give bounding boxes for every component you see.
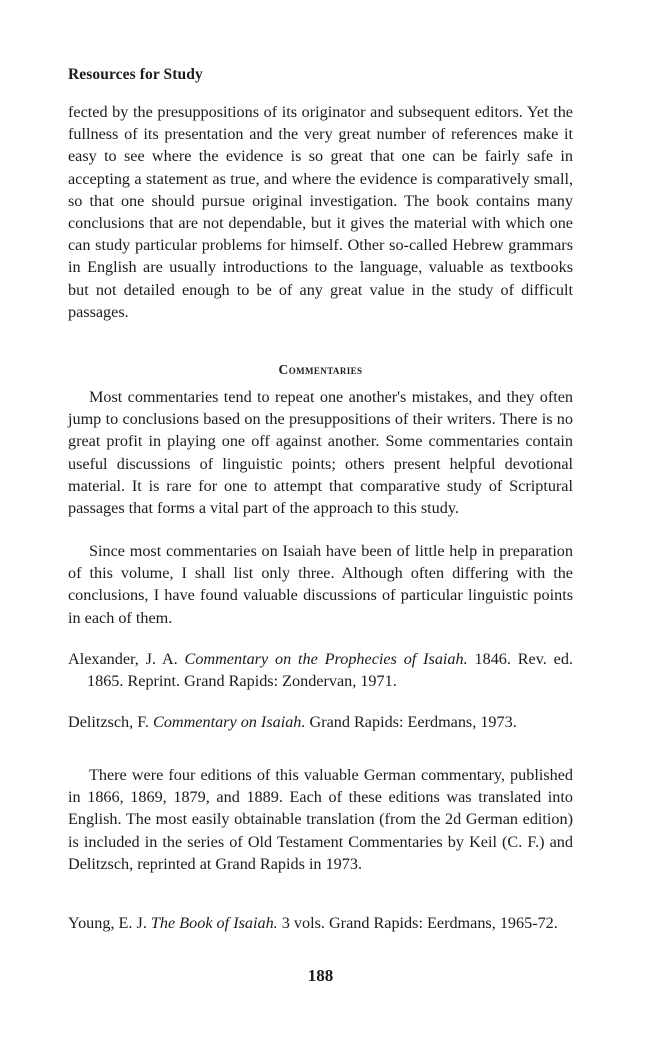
- entry-title: Commentary on the Prophecies of Isaiah.: [184, 650, 468, 668]
- page-number: 188: [307, 966, 334, 985]
- entry-author: Young, E. J.: [68, 914, 147, 932]
- entry-author: Delitzsch, F.: [68, 713, 149, 731]
- paragraph-commentaries-intro: Most commentaries tend to repeat one another's mistakes, and they often jump to conclusions based on the presuppositions of their writers. There is no great profit in playing one off against another. Some commentaries contain useful discussions of linguistic points; others present helpful devotional material. It is rare for one to attempt that comparative study of Scriptural passages that forms a vital part of the approach to this study.: [68, 388, 573, 518]
- paragraph-delitzsch-note: There were four editions of this valuable German commentary, published in 1866, 1869, 1879, and 1889. Each of these editions was translated into English. The most easily obtainable translation (from the 2d German edition) is included in the series of Old Testament Commentaries by Keil (C. F.) and Delitzsch, reprinted at Grand Rapids in 1973.: [68, 766, 573, 873]
- entry-details: 3 vols. Grand Rapids: Eerdmans, 1965-72.: [281, 914, 558, 932]
- entry-details: Grand Rapids: Eerdmans, 1973.: [309, 713, 517, 731]
- entry-title: Commentary on Isaiah.: [153, 713, 306, 731]
- entry-title: The Book of Isaiah.: [150, 914, 278, 932]
- entry-author: Alexander, J. A.: [68, 650, 178, 668]
- bibliography-entry: [68, 912, 573, 934]
- entry-details: 1846. Rev. ed. 1865. Reprint. Grand Rapids: Zondervan, 1971.: [87, 650, 573, 691]
- section-heading-commentaries: Commentaries: [278, 362, 363, 377]
- bibliography-entry: [68, 648, 573, 692]
- bibliography-entry: [68, 711, 573, 733]
- paragraph-isaiah-note: Since most commentaries on Isaiah have been of little help in preparation of this volume, I shall list only three. Although often differing with the conclusions, I have found valuable discussions of particular linguistic points in each of them.: [68, 542, 573, 627]
- running-head: Resources for Study: [68, 66, 203, 83]
- paragraph-continuation: fected by the presuppositions of its originator and subsequent editors. Yet the fullness of its presentation and the very great number of references make it easy to see where the evidence is so great that one can be fairly safe in accepting a statement as true, and where the evidence is comparatively small, so that one should pursue original investigation. The book contains many conclusions that are not dependable, but it gives the material with which one can study particular problems for himself. Other so-called Hebrew grammars in English are usually introductions to the language, valuable as textbooks but not detailed enough to be of any great value in the study of difficult passages.: [68, 103, 573, 321]
